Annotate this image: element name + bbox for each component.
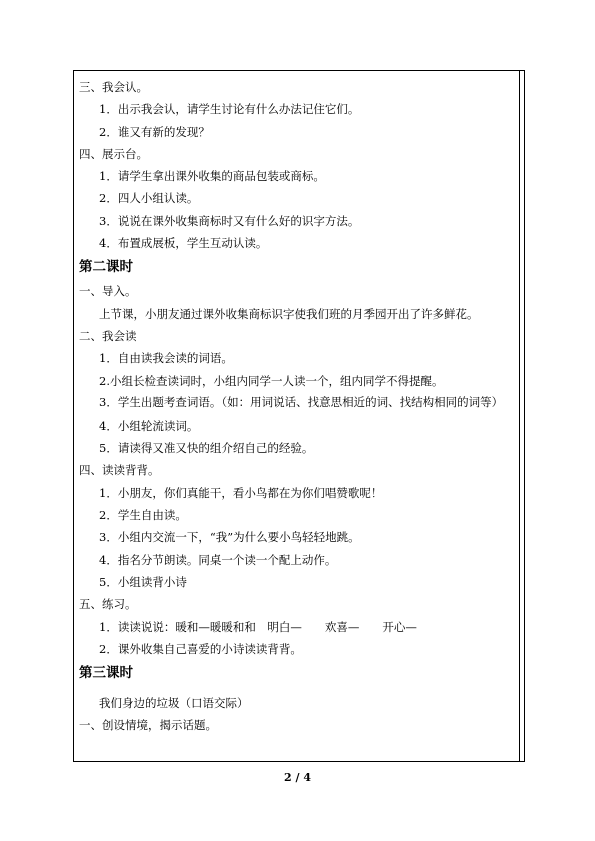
list-item: 3．学生出题考查词语。（如：用词说话、找意思相近的词、找结构相同的词等） [99, 394, 504, 409]
section-title: 三、我会认。 [79, 80, 148, 94]
section-title: 一、导入。 [79, 284, 137, 299]
list-item: 2．课外收集自己喜爱的小诗读读背背。 [99, 641, 302, 656]
list-item: 4．布置成展板，学生互动认读。 [99, 236, 268, 251]
list-item: 3．说说在课外收集商标时又有什么好的识字方法。 [99, 213, 360, 228]
list-item: 1．请学生拿出课外收集的商品包装或商标。 [99, 169, 325, 184]
list-item: 5．小组读背小诗 [99, 574, 187, 589]
list-item: 2．谁又有新的发现？ [99, 124, 210, 139]
list-item: 2．四人小组认读。 [99, 191, 199, 206]
list-item: 2.小组长检查读词时，小组内同学一人读一个，组内同学不得提醒。 [99, 373, 444, 388]
list-item: 上节课，小朋友通过课外收集商标识字使我们班的月季园开出了许多鲜花。 [99, 306, 479, 321]
lesson-heading: 第三课时 [79, 665, 133, 682]
lesson-heading: 第二课时 [79, 259, 133, 276]
page-number: 2 / 4 [284, 771, 311, 784]
list-item: 4．小组轮流读词。 [99, 418, 199, 433]
section-title: 二、我会读 [79, 328, 137, 343]
list-item: 2．学生自由读。 [99, 508, 187, 523]
section-title: 四、展示台。 [79, 146, 148, 161]
list-item: 1．出示我会认，请学生讨论有什么办法记住它们。 [99, 102, 360, 117]
table-column-divider [519, 70, 520, 762]
section-title: 一、创设情境，揭示话题。 [79, 718, 217, 733]
section-title: 五、练习。 [79, 597, 137, 612]
list-item: 3．小组内交流一下，“我”为什么要小鸟轻轻地跳。 [99, 530, 360, 545]
list-item: 5．请读得又准又快的组介绍自己的经验。 [99, 441, 314, 456]
list-item: 4．指名分节朗读。同桌一个读一个配上动作。 [99, 552, 337, 567]
list-item: 我们身边的垃圾（口语交际） [99, 696, 249, 711]
list-item: 1．自由读我会读的词语。 [99, 351, 233, 366]
list-item: 1．读读说说：暖和—暖暖和和 明白— 欢喜— 开心— [99, 619, 417, 634]
list-item: 1．小朋友，你们真能干，看小鸟都在为你们唱赞歌呢！ [99, 485, 383, 500]
section-title: 四、读读背背。 [79, 463, 160, 478]
lesson-content [79, 76, 515, 737]
